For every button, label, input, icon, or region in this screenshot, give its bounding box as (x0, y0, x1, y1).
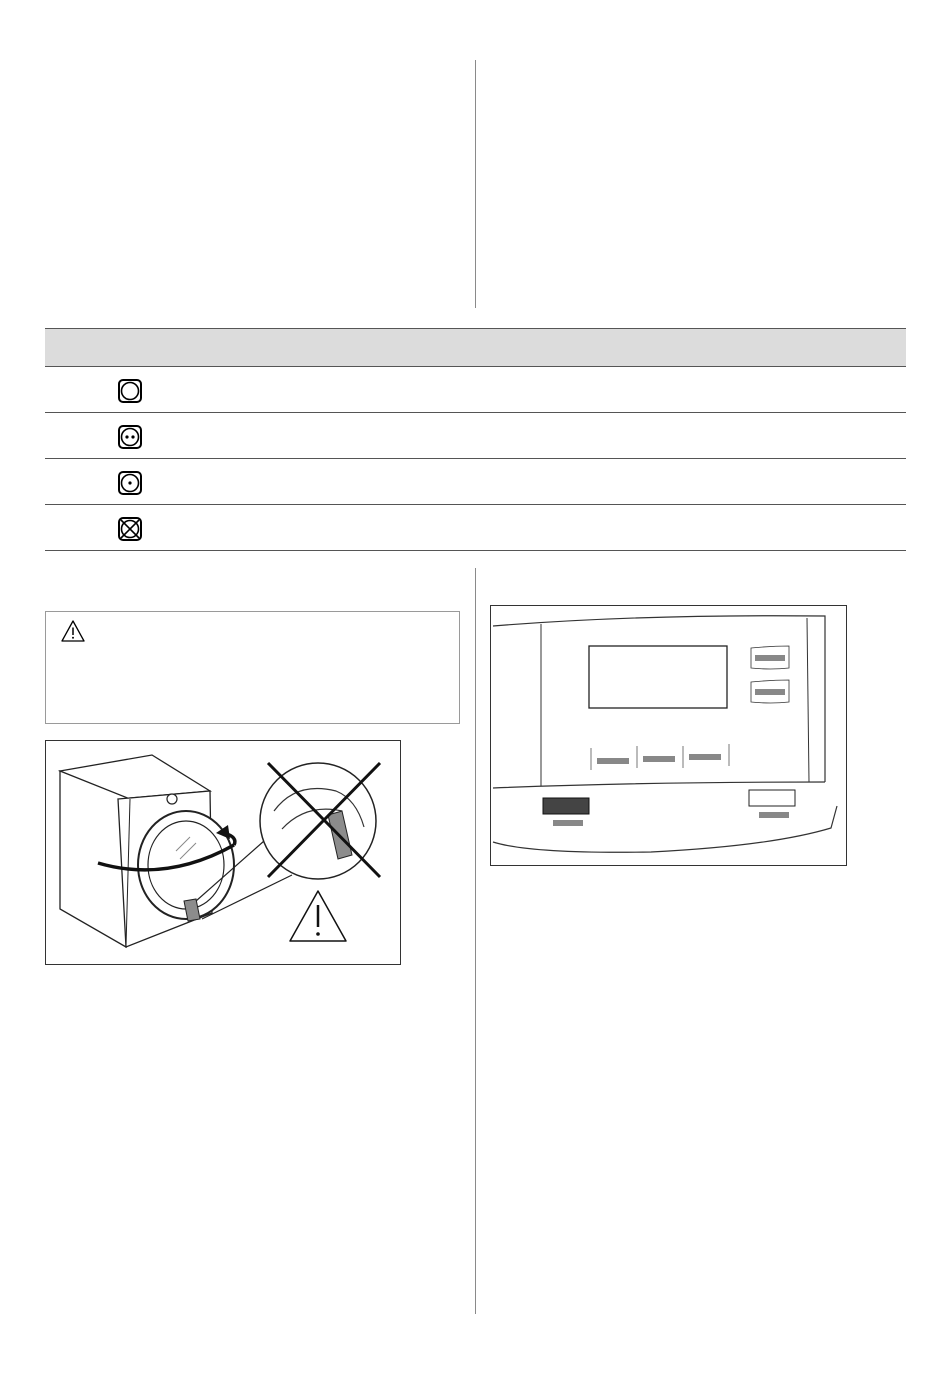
table-row (45, 459, 906, 505)
table-row (45, 367, 906, 413)
tumble-dry-allowed-icon (117, 378, 143, 404)
do-not-tumble-dry-icon (117, 516, 143, 542)
table-row (45, 413, 906, 459)
tumble-dry-low-heat-icon (117, 470, 143, 496)
table-header (45, 328, 906, 367)
tumble-dry-normal-heat-icon (117, 424, 143, 450)
dryer-door-illustration (45, 740, 401, 965)
care-symbols-table (45, 328, 906, 551)
column-divider-bottom (475, 568, 476, 1314)
column-divider-top (475, 60, 476, 308)
control-panel-drawing (491, 606, 846, 865)
control-panel-illustration (490, 605, 847, 866)
table-row (45, 505, 906, 551)
warning-triangle-icon (60, 619, 86, 643)
warning-box (45, 611, 460, 724)
dryer-door-drawing (46, 741, 400, 964)
